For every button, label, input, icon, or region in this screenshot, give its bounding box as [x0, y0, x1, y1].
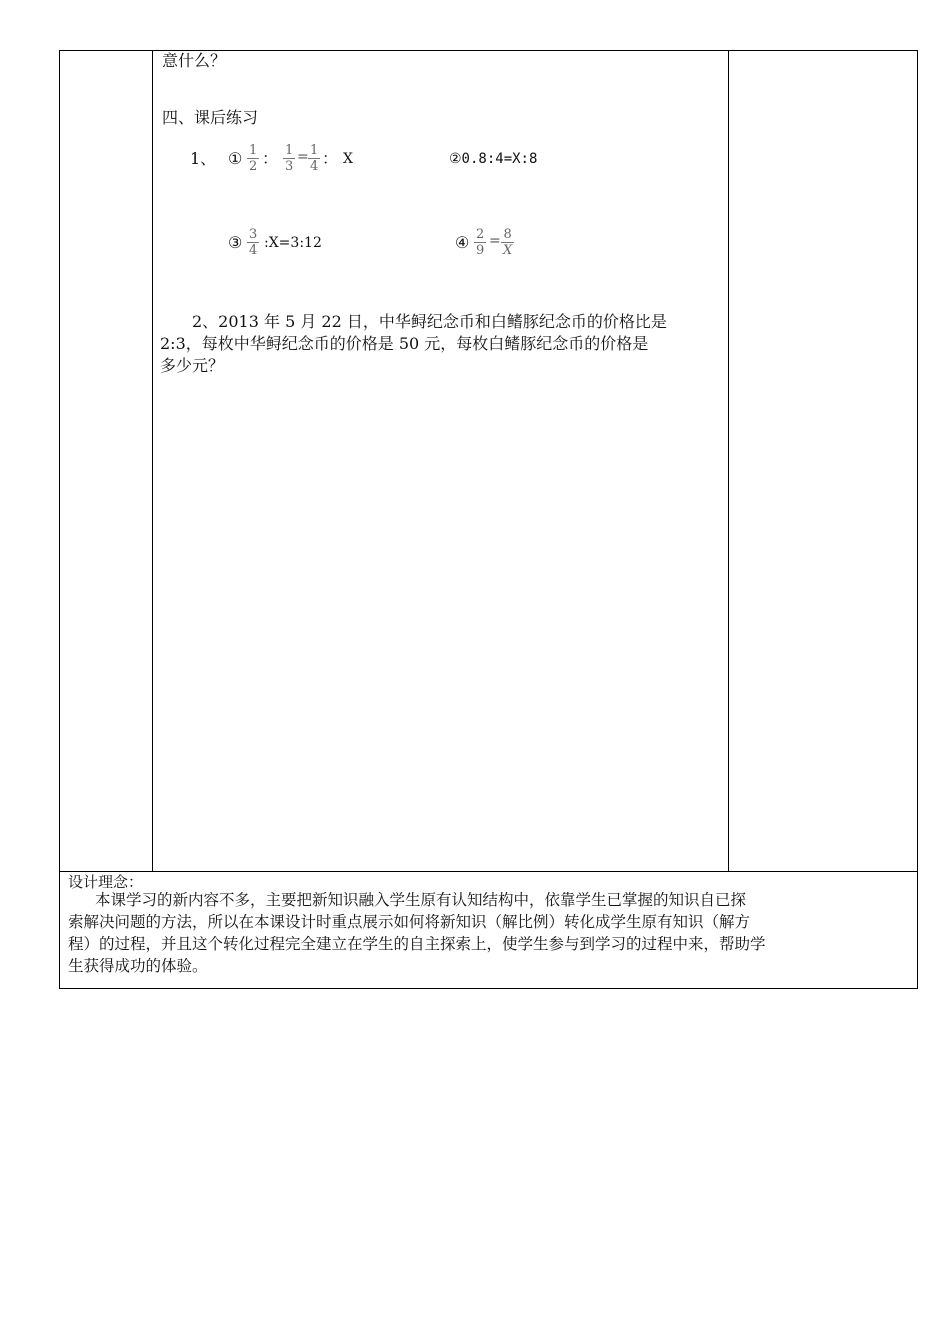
table-right-border: [917, 50, 918, 989]
equals-sign: =: [489, 233, 501, 249]
ratio-colon: ：: [322, 149, 339, 168]
ratio-colon: ：: [262, 149, 279, 168]
design-line2: 索解决问题的方法，所以在本课设计时重点展示如何将新知识（解比例）转化成学生原有知识（解方: [68, 913, 751, 931]
exercise2-line1: 2、2013 年 5 月 22 日，中华鲟纪念币和白鳍豚纪念币的价格比是: [192, 312, 667, 331]
exercise1-item2: ②0.8:4=X:8: [449, 151, 538, 167]
column-divider-right: [728, 50, 729, 872]
design-line3: 程）的过程，并且这个转化过程完全建立在学生的自主探索上，使学生参与到学习的过程中来，帮助学: [68, 935, 766, 953]
design-heading: 设计理念：: [68, 873, 144, 891]
exercise1-item3-tail: :X=3:12: [264, 235, 322, 251]
fraction-eight-over-x: $\frac{8}{X}$: [503, 227, 513, 258]
exercise2-line3: 多少元？: [160, 356, 225, 375]
exercise2-line2: 2:3，每枚中华鲟纪念币的价格是 50 元，每枚白鳍豚纪念币的价格是: [160, 334, 649, 353]
exercise1-number: 1、: [190, 149, 217, 168]
fraction-one-half: $\frac{1}{2}$: [249, 143, 258, 174]
exercise1-item4-marker: ④: [455, 233, 470, 252]
column-divider-left: [152, 50, 153, 872]
fraction-two-ninths: $\frac{2}{9}$: [476, 227, 485, 258]
exercise1-item3-marker: ③: [228, 233, 243, 252]
row-divider: [59, 871, 918, 872]
exercise1-item1-marker: ①: [228, 149, 243, 168]
fraction-one-third: $\frac{1}{3}$: [285, 143, 294, 174]
unknown-x: X: [343, 151, 353, 167]
table-left-border: [59, 50, 60, 989]
continuation-text: 意什么？: [162, 51, 227, 70]
section-title: 四、课后练习: [162, 108, 259, 127]
design-line4: 生获得成功的体验。: [68, 957, 208, 975]
equals-sign: =: [297, 149, 309, 165]
design-line1: 本课学习的新内容不多，主要把新知识融入学生原有认知结构中，依靠学生已掌握的知识自已探: [95, 891, 747, 909]
fraction-three-fourths: $\frac{3}{4}$: [249, 227, 258, 258]
table-bottom-border: [59, 988, 918, 989]
fraction-one-fourth: $\frac{1}{4}$: [310, 143, 319, 174]
